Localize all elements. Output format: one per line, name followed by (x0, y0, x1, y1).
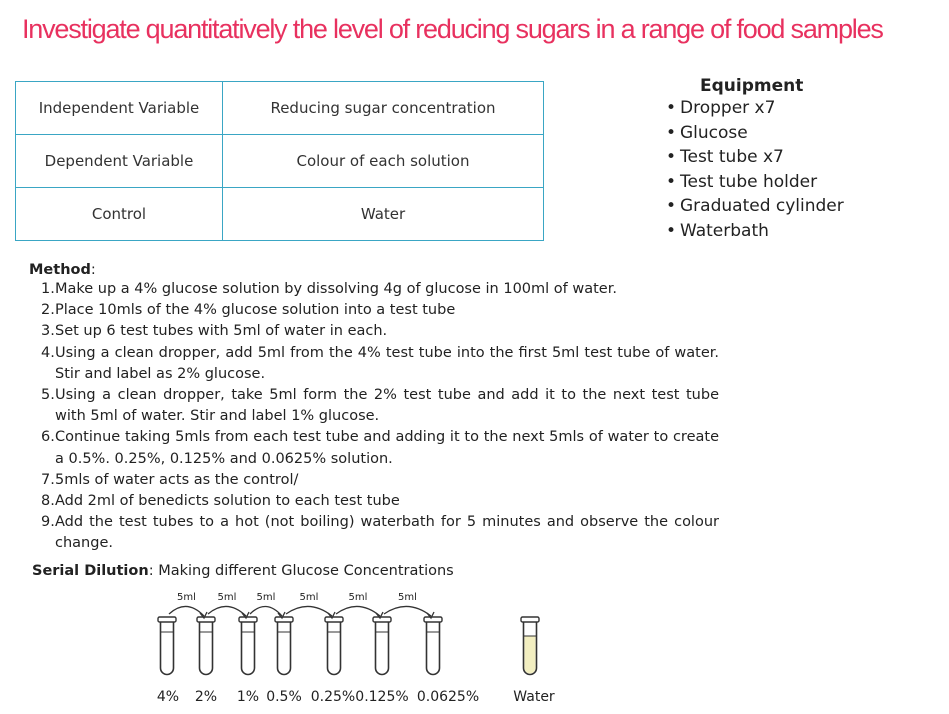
tube-liquid (525, 636, 536, 674)
serial-subtitle: Making different Glucose Concentrations (158, 563, 454, 579)
step-text: Add the test tubes to a hot (not boiling) waterbath for 5 minutes and observe the colour change. (55, 514, 719, 552)
tube-label: 0.0625% (416, 689, 480, 705)
variable-value: Colour of each solution (223, 135, 544, 188)
step-text: Continue taking 5mls from each test tube and adding it to the next 5mls of water to create a 0.5%. 0.25%, 0.125% and 0.0625% solution. (55, 429, 719, 467)
transfer-volume-label: 5ml (177, 592, 196, 603)
list-item: • Test tube holder (680, 170, 920, 195)
tube-liquid (162, 632, 173, 673)
tube-rim (373, 617, 391, 622)
tube-rim (239, 617, 257, 622)
step-text: Using a clean dropper, add 5ml from the 4% test tube into the first 5ml test tube of water. Stir and label as 2% glucose. (55, 344, 719, 382)
tube-rim (158, 617, 176, 622)
step-number: 8. (41, 493, 55, 510)
transfer-volume-label: 5ml (348, 592, 368, 603)
transfer-arrow (250, 606, 282, 616)
step-number: 4. (41, 344, 55, 361)
transfer-arrow (336, 606, 380, 616)
list-item: • Dropper x7 (680, 96, 920, 121)
table-row (16, 188, 544, 241)
transfer-volume-label: 5ml (299, 592, 319, 603)
transfer-arrow (208, 606, 246, 616)
list-item: • Graduated cylinder (680, 194, 920, 219)
method-heading-row: Method: (29, 262, 96, 278)
list-item: • Waterbath (680, 219, 920, 244)
serial-title: Serial Dilution (32, 563, 149, 579)
method-section (29, 262, 719, 555)
list-item (29, 491, 719, 512)
tube-rim (197, 617, 215, 622)
tube-rim (521, 617, 539, 622)
step-number: 5. (41, 387, 55, 404)
page-title: Investigate quantitatively the level of reducing sugars in a range of food samples (22, 14, 883, 44)
tube-rim (275, 617, 293, 622)
step-text: Place 10mls of the 4% glucose solution into a test tube (55, 302, 456, 319)
tube-liquid (201, 632, 212, 674)
tube-liquid (329, 632, 340, 674)
equipment-section (660, 76, 920, 243)
serial-dilution-heading: Serial Dilution: Making different Glucose Concentrations (32, 563, 454, 579)
step-text: Using a clean dropper, take 5ml form the 2% test tube and add it to the next test tube with 5ml of water. Stir and label 1% glucose. (55, 387, 719, 425)
step-number: 9. (41, 514, 55, 531)
step-number: 2. (41, 302, 55, 319)
tube-label: 4% (156, 689, 180, 705)
list-item (29, 321, 719, 342)
equipment-list (660, 96, 920, 243)
list-item (29, 385, 719, 427)
transfer-arrow (384, 606, 431, 616)
list-item (29, 279, 719, 300)
tube-liquid (428, 632, 439, 674)
tube-label: 2% (194, 689, 218, 705)
tube-label: 0.25% (310, 689, 356, 705)
list-item (29, 300, 719, 321)
list-item (29, 343, 719, 385)
step-text: Make up a 4% glucose solution by dissolving 4g of glucose in 100ml of water. (55, 281, 617, 297)
step-number: 6. (41, 429, 55, 446)
step-number: 3. (41, 323, 55, 340)
step-text: 5mls of water acts as the control/ (55, 471, 299, 488)
tube-rim (424, 617, 442, 622)
step-number: 7. (41, 471, 55, 488)
list-item: • Glucose (680, 121, 920, 146)
tube-label: Water (513, 689, 555, 705)
equipment-heading: Equipment (700, 76, 804, 96)
tube-liquid (279, 632, 290, 674)
variable-value: Reducing sugar concentration (223, 82, 544, 135)
list-item (29, 512, 719, 554)
tube-liquid (243, 632, 254, 674)
variable-label: Independent Variable (16, 82, 223, 135)
transfer-arrow (169, 606, 204, 616)
variable-label: Control (16, 188, 223, 241)
table-row (16, 82, 544, 135)
step-text: Add 2ml of benedicts solution to each test tube (55, 493, 400, 510)
step-text: Set up 6 test tubes with 5ml of water in each. (55, 323, 388, 340)
variable-label: Dependent Variable (16, 135, 223, 188)
list-item (29, 470, 719, 491)
tube-label: 1% (236, 689, 260, 705)
tube-label: 0.5% (266, 689, 302, 705)
method-heading: Method (29, 262, 91, 278)
tube-label: 0.125% (355, 689, 409, 705)
tube-liquid (377, 632, 388, 674)
transfer-volume-label: 5ml (398, 592, 417, 603)
list-item (29, 427, 719, 469)
method-steps (29, 279, 719, 555)
list-item: • Test tube x7 (680, 145, 920, 170)
serial-dilution-diagram (150, 588, 580, 708)
variable-value: Water (223, 188, 544, 241)
variables-table (15, 81, 544, 241)
transfer-volume-label: 5ml (217, 592, 237, 603)
table-row (16, 135, 544, 188)
transfer-volume-label: 5ml (256, 592, 276, 603)
tube-rim (325, 617, 343, 622)
step-number: 1. (41, 281, 55, 297)
transfer-arrow (286, 606, 332, 616)
